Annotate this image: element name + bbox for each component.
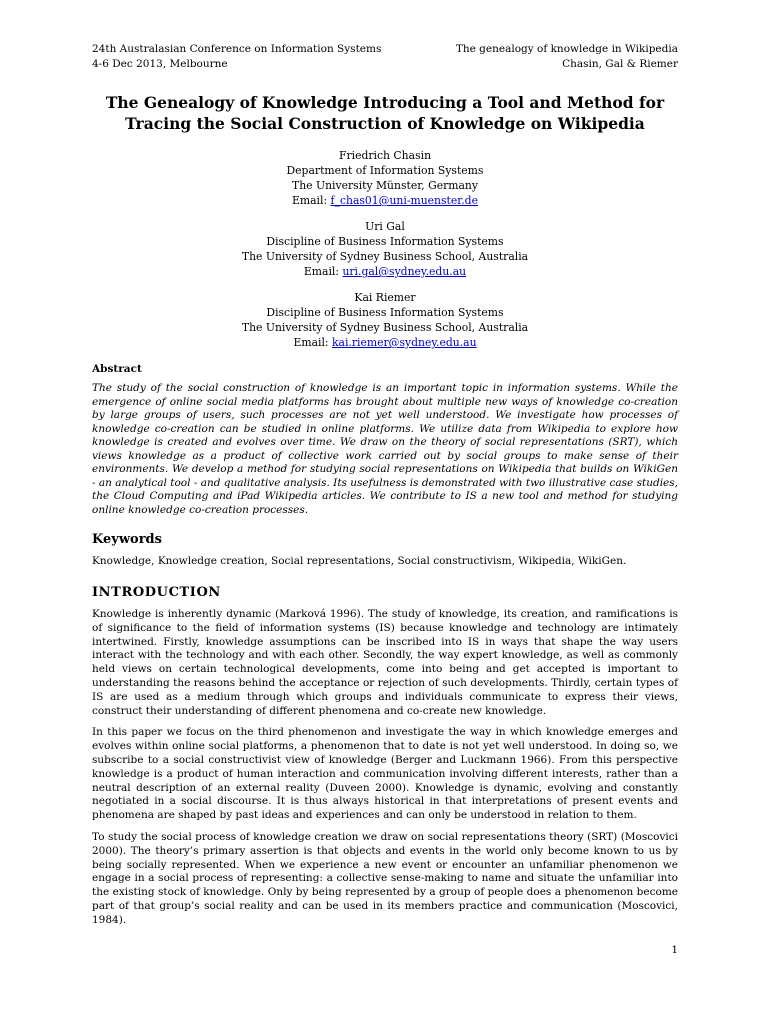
author-dept: Department of Information Systems — [286, 164, 484, 177]
paper-page — [92, 42, 678, 928]
abstract-heading: Abstract — [92, 363, 142, 375]
running-header — [92, 42, 678, 72]
author-inst: The University of Sydney Business School, Australia — [241, 250, 529, 263]
keywords-heading: Keywords — [92, 532, 162, 547]
section-heading-introduction: INTRODUCTION — [92, 585, 221, 600]
keywords-text: Knowledge, Knowledge creation, Social representations, Social constructivism, Wikipedia, WikiGen. — [92, 555, 627, 567]
email-label: Email: — [293, 336, 329, 349]
body-paragraph: To study the social process of knowledge creation we draw on social representations theory (SRT) (Moscovici 2000). The theory’s primary assertion is that objects and events in the world only become known to us by being socially represented. When we experience a new event or encounter an unfamiliar phenomenon we engage in a social process of representing: a collective sense-making to name and situate the unfamiliar into the existing stock of knowledge. Only by being represented by a group of people does a phenomenon become part of that group’s social reality and can be used in its members practice and communication (Moscovici, 1984). — [92, 830, 678, 926]
header-left — [92, 42, 381, 72]
conference-date: 4-6 Dec 2013, Melbourne — [92, 58, 228, 70]
body-paragraph: Knowledge is inherently dynamic (Marková 1996). The study of knowledge, its creation, and ramifications is of significance to the field of information systems (IS) because knowledge and technology are intimately intertwined. Firstly, knowledge assumptions can be inscribed into IS in ways that shape the way users interact with the technology and with each other. Secondly, the way expert knowledge, as well as commonly held views on certain technological developments, come into being and get accepted is important to understanding the reasons behind the acceptance or rejection of such developments. Thirdly, certain types of IS are used as a medium through which groups and individuals communicate to express their views, construct their understanding of different phenomena and co-create new knowledge. — [92, 608, 678, 717]
author-email-link[interactable]: uri.gal@sydney.edu.au — [342, 265, 467, 278]
author-email-line — [92, 335, 678, 350]
body-paragraph: In this paper we focus on the third phenomenon and investigate the way in which knowledge emerges and evolves within online social platforms, a phenomenon that to date is not yet well understood. In doing so, we subscribe to a social constructivist view of knowledge (Berger and Luckmann 1966). From this perspective knowledge is a product of human interaction and communication involving different interests, rather than a neutral description of an external reality (Duveen 2000). Knowledge is dynamic, evolving and constantly negotiated in a social discourse. It is thus always historical in that interpretations of present events and phenomena are shaped by past ideas and experiences and can only be understood in relation to them. — [92, 726, 678, 822]
author-block — [92, 290, 678, 350]
abstract-text: The study of the social construction of knowledge is an important topic in information systems. While the emergence of online social media platforms has brought about multiple new ways of knowledge co-creation by large groups of users, such processes are not yet well understood. We investigate how processes of knowledge co-creation can be studied in online platforms. We utilize data from Wikipedia to explore how knowledge is created and evolves over time. We draw on the theory of social representations (SRT), which views knowledge as a product of collective work carried out by social groups to make sense of their environments. We develop a method for studying social representations on Wikipedia that builds on WikiGen - an analytical tool - and qualitative analysis. Its usefulness is demonstrated with two illustrative case studies, the Cloud Computing and iPad Wikipedia articles. We contribute to IS a new tool and method for studying online knowledge co-creation processes. — [92, 382, 678, 516]
header-right — [456, 42, 678, 72]
author-name: Friedrich Chasin — [338, 149, 432, 162]
author-inst: The University Münster, Germany — [292, 179, 478, 192]
author-name: Uri Gal — [365, 220, 405, 233]
page-number: 1 — [671, 944, 678, 956]
author-email-link[interactable]: f_chas01@uni-muenster.de — [330, 194, 478, 207]
author-email-line — [92, 264, 678, 279]
email-label: Email: — [292, 194, 328, 207]
author-dept: Discipline of Business Information Systems — [266, 306, 504, 319]
author-name: Kai Riemer — [354, 291, 416, 304]
author-inst: The University of Sydney Business School, Australia — [241, 321, 529, 334]
email-label: Email: — [303, 265, 339, 278]
author-block — [92, 219, 678, 279]
short-authors: Chasin, Gal & Riemer — [562, 58, 678, 70]
author-dept: Discipline of Business Information Systems — [266, 235, 504, 248]
author-email-line — [92, 193, 678, 208]
paper-title: The Genealogy of Knowledge Introducing a Tool and Method for Tracing the Social Construction of Knowledge on Wikipedia — [105, 93, 665, 133]
author-block — [92, 148, 678, 208]
author-email-link[interactable]: kai.riemer@sydney.edu.au — [332, 336, 477, 349]
short-title: The genealogy of knowledge in Wikipedia — [455, 43, 678, 55]
conference-name: 24th Australasian Conference on Information Systems — [92, 43, 382, 55]
author-list — [92, 148, 678, 350]
